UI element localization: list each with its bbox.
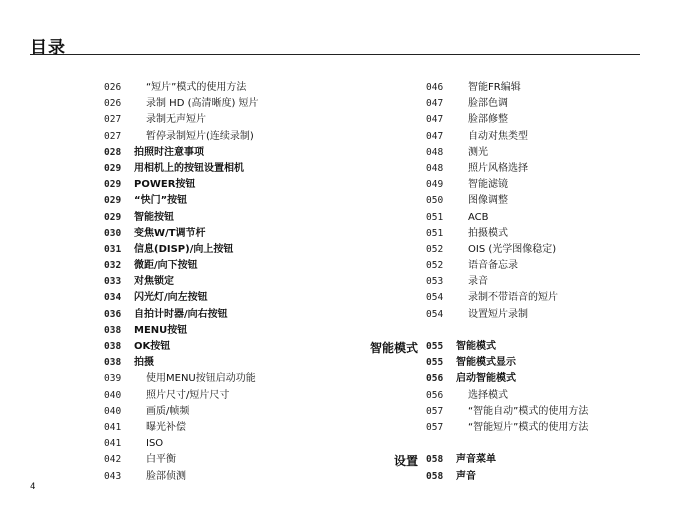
toc-page-number: 056: [426, 389, 444, 401]
toc-entry-title: 语音备忘录: [468, 260, 518, 272]
toc-page-number: 054: [426, 292, 444, 304]
toc-entry[interactable]: [104, 371, 354, 387]
page-number: 4: [30, 482, 36, 492]
toc-entry[interactable]: [426, 96, 646, 112]
toc-page-number: 057: [426, 421, 444, 433]
toc-entry[interactable]: [426, 307, 646, 323]
toc-entry-title: 微距/向下按钮: [134, 260, 198, 272]
toc-spacer: [426, 323, 646, 339]
toc-entry[interactable]: [104, 452, 354, 468]
toc-page-number: 027: [104, 130, 122, 142]
toc-entry[interactable]: [426, 112, 646, 128]
toc-entry-title: “智能短片”模式的使用方法: [468, 421, 589, 433]
toc-entry-title: 智能滤镜: [468, 179, 508, 191]
toc-entry[interactable]: [104, 436, 354, 452]
section-heading-smart-mode: 智能模式: [369, 341, 418, 355]
toc-page-number: 051: [426, 227, 444, 239]
toc-page-number: 028: [104, 146, 122, 158]
toc-page-number: 041: [104, 421, 122, 433]
toc-entry[interactable]: [104, 290, 354, 306]
toc-entry-title: 智能模式: [456, 341, 496, 352]
toc-entry-title: 启动智能模式: [456, 373, 516, 385]
title-divider: [30, 54, 640, 55]
toc-entry[interactable]: [426, 193, 646, 209]
toc-page-number: 039: [104, 373, 122, 385]
toc-entry-title: 声音菜单: [456, 454, 496, 466]
toc-page-number: 026: [104, 98, 122, 110]
toc-page-number: 048: [426, 162, 444, 174]
toc-entry-title: 暂停录制短片(连续录制): [146, 130, 254, 142]
toc-entry-title: “智能自动”模式的使用方法: [468, 405, 589, 417]
toc-page-number: 053: [426, 276, 444, 288]
toc-page-number: 030: [104, 227, 122, 239]
toc-entry-title: MENU按钮: [134, 324, 188, 336]
toc-entry-title: OK按钮: [134, 341, 171, 352]
toc-page-number: 056: [426, 373, 444, 385]
toc-page-number: 058: [426, 454, 444, 466]
toc-entry[interactable]: [426, 355, 646, 371]
toc-page-number: 055: [426, 357, 444, 369]
toc-page-number: 040: [104, 405, 122, 417]
toc-entry-title: ISO: [146, 438, 164, 450]
toc-entry-title: 使用MENU按钮启动功能: [146, 373, 256, 385]
toc-entry-title: 拍摄模式: [468, 227, 508, 239]
toc-entry-title: “快门”按钮: [134, 195, 188, 207]
toc-entry[interactable]: [104, 193, 354, 209]
toc-page-number: 040: [104, 389, 122, 401]
toc-entry[interactable]: [426, 452, 646, 468]
toc-entry[interactable]: [104, 355, 354, 371]
toc-entry[interactable]: [104, 96, 354, 112]
toc-entry[interactable]: [104, 210, 354, 226]
toc-page-number: 032: [104, 260, 122, 272]
toc-entry[interactable]: [104, 145, 354, 161]
toc-entry[interactable]: [426, 371, 646, 387]
toc-entry[interactable]: [426, 404, 646, 420]
toc-page-number: 047: [426, 114, 444, 126]
toc-entry[interactable]: [104, 388, 354, 404]
toc-entry[interactable]: [426, 129, 646, 145]
toc-entry[interactable]: [104, 323, 354, 339]
toc-entry-title: 自动对焦类型: [468, 130, 528, 142]
toc-entry[interactable]: [104, 258, 354, 274]
toc-page-number: 026: [104, 82, 122, 93]
toc-entry[interactable]: [104, 404, 354, 420]
toc-entry-title: POWER按钮: [134, 179, 196, 191]
toc-page-number: 057: [426, 405, 444, 417]
toc-page-number: 031: [104, 243, 122, 255]
toc-entry-title: 脸部修整: [468, 114, 508, 126]
toc-page-number: 046: [426, 82, 444, 93]
toc-entry[interactable]: [426, 242, 646, 258]
toc-page-number: 036: [104, 308, 122, 320]
toc-entry-title: 智能按钮: [134, 211, 174, 223]
toc-page-number: 055: [426, 341, 444, 352]
toc-entry-title: 曝光补偿: [146, 421, 186, 433]
toc-entry-title: 智能FR编辑: [468, 82, 521, 93]
toc-entry-title: “短片”模式的使用方法: [146, 82, 247, 93]
toc-entry[interactable]: [104, 177, 354, 193]
toc-page-number: 047: [426, 98, 444, 110]
page-title: 目录: [30, 38, 66, 58]
toc-entry-title: 图像调整: [468, 195, 508, 207]
section-heading-settings: 设置: [393, 454, 418, 468]
toc-entry-title: 照片尺寸/短片尺寸: [146, 389, 230, 401]
toc-entry[interactable]: [426, 80, 646, 96]
toc-entry[interactable]: [426, 177, 646, 193]
toc-entry-title: 声音: [456, 470, 476, 482]
toc-page-number: 033: [104, 276, 122, 288]
toc-entry[interactable]: [426, 290, 646, 306]
toc-page-number: 029: [104, 162, 122, 174]
toc-entry[interactable]: [104, 80, 354, 96]
toc-entry-title: 信息(DISP)/向上按钮: [134, 243, 234, 255]
toc-entry-title: 拍摄: [134, 357, 154, 369]
toc-entry-title: OIS (光学图像稳定): [468, 243, 557, 255]
toc-page-number: 054: [426, 308, 444, 320]
toc-left-column: [104, 80, 354, 485]
toc-entry[interactable]: [104, 469, 354, 485]
toc-entry[interactable]: [426, 258, 646, 274]
toc-entry[interactable]: [104, 307, 354, 323]
toc-entry-title: 画质/帧频: [146, 405, 190, 417]
toc-entry-title: 自拍计时器/向右按钮: [134, 308, 228, 320]
toc-page-number: 050: [426, 195, 444, 207]
toc-entry[interactable]: [104, 226, 354, 242]
toc-page-number: 048: [426, 146, 444, 158]
toc-entry[interactable]: [426, 226, 646, 242]
toc-entry-title: 用相机上的按钮设置相机: [134, 162, 244, 174]
toc-page-number: 029: [104, 211, 122, 223]
toc-entry[interactable]: [104, 339, 354, 355]
toc-entry-title: 脸部色调: [468, 98, 508, 110]
toc-page-number: 043: [104, 470, 122, 482]
toc-entry[interactable]: [426, 161, 646, 177]
toc-entry[interactable]: [426, 274, 646, 290]
toc-page-number: 051: [426, 211, 444, 223]
toc-entry-title: 脸部侦测: [146, 470, 186, 482]
toc-entry-title: 变焦W/T调节杆: [134, 227, 206, 239]
toc-entry[interactable]: [104, 161, 354, 177]
toc-page-number: 029: [104, 179, 122, 191]
toc-entry[interactable]: [426, 420, 646, 436]
toc-entry-title: 对焦锁定: [134, 276, 174, 288]
toc-page-number: 027: [104, 114, 122, 126]
toc-right-column: [426, 80, 646, 485]
toc-page-number: 038: [104, 357, 122, 369]
toc-entry[interactable]: [426, 388, 646, 404]
toc-page-number: 029: [104, 195, 122, 207]
toc-page-number: 052: [426, 260, 444, 272]
toc-entry-title: 白平衡: [146, 454, 176, 466]
toc-entry[interactable]: [104, 242, 354, 258]
toc-page-number: 038: [104, 324, 122, 336]
toc-page-number: 052: [426, 243, 444, 255]
toc-entry-title: 录制 HD (高清晰度) 短片: [146, 98, 259, 110]
toc-entry[interactable]: [104, 420, 354, 436]
toc-entry-title: 录音: [468, 276, 488, 288]
toc-entry[interactable]: [426, 339, 646, 355]
toc-entry-title: 录制无声短片: [146, 114, 206, 126]
toc-entry[interactable]: [426, 145, 646, 161]
toc-entry-title: 智能模式显示: [456, 357, 516, 369]
toc-entry-title: 照片风格选择: [468, 162, 528, 174]
toc-page-number: 058: [426, 470, 444, 482]
toc-entry-title: 录制不带语音的短片: [468, 292, 558, 304]
toc-entry-title: ACB: [468, 211, 489, 223]
toc-entry[interactable]: [104, 112, 354, 128]
toc-entry-title: 设置短片录制: [468, 308, 528, 320]
toc-entry[interactable]: [104, 274, 354, 290]
toc-page-number: 034: [104, 292, 122, 304]
toc-entry-title: 选择模式: [468, 389, 508, 401]
toc-entry-title: 测光: [468, 146, 488, 158]
toc-entry-title: 闪光灯/向左按钮: [134, 292, 208, 304]
toc-entry[interactable]: [426, 469, 646, 485]
toc-page-number: 049: [426, 179, 444, 191]
toc-spacer: [426, 436, 646, 452]
toc-page-number: 041: [104, 438, 122, 450]
toc-page-number: 042: [104, 454, 122, 466]
toc-entry[interactable]: [104, 129, 354, 145]
toc-entry-title: 拍照时注意事项: [134, 146, 204, 158]
toc-page-number: 047: [426, 130, 444, 142]
toc-entry[interactable]: [426, 210, 646, 226]
toc-page-number: 038: [104, 341, 122, 352]
